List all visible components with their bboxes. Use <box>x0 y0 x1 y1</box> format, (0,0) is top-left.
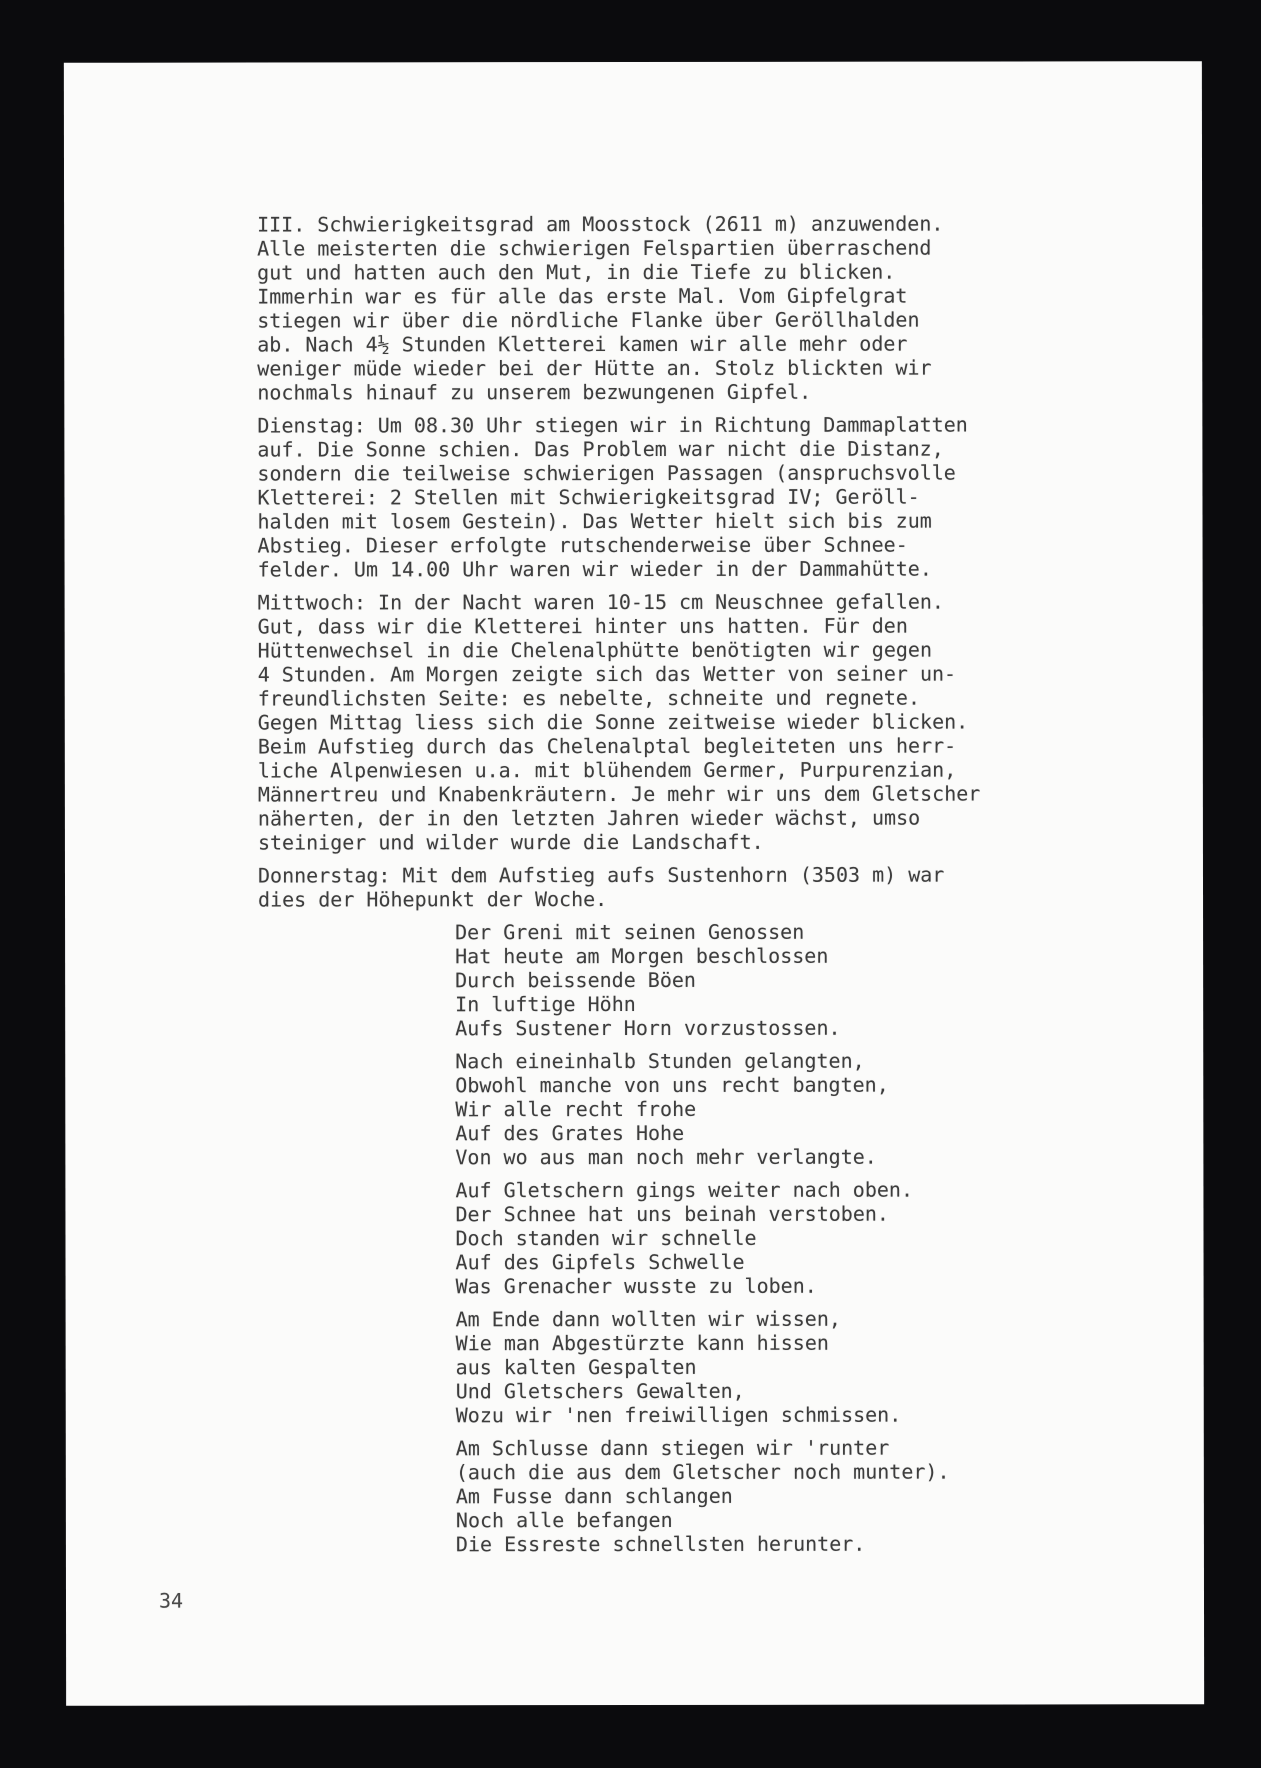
text-line: Der Greni mit seinen Genossen <box>455 919 805 945</box>
text-line: Doch standen wir schnelle <box>455 1225 757 1251</box>
text-line: Am Ende dann wollten wir wissen, <box>455 1306 841 1332</box>
text-line: Die Essreste schnellsten herunter. <box>455 1531 866 1557</box>
text-line: Wozu wir 'nen freiwilligen schmissen. <box>455 1402 902 1428</box>
text-line: Gut, dass wir die Kletterei hinter uns hatten. Für den <box>257 613 908 639</box>
text-line: Auf des Grates Hohe <box>455 1120 685 1146</box>
text-line: Hat heute am Morgen beschlossen <box>455 943 829 969</box>
text-line: felder. Um 14.00 Uhr waren wir wieder in der Dammahütte. <box>257 556 932 582</box>
text-paragraph <box>258 589 1138 854</box>
text-line: sondern die teilweise schwierigen Passagen (anspruchsvolle <box>257 460 956 486</box>
text-line: weniger müde wieder bei der Hütte an. Stolz blickten wir <box>257 355 932 381</box>
text-line: stiegen wir über die nördliche Flanke über Geröllhalden <box>257 307 920 333</box>
text-paragraph <box>257 412 1137 581</box>
text-line: Alle meisterten die schwierigen Felspartien überraschend <box>257 235 932 261</box>
text-line: Donnerstag: Mit dem Aufstieg aufs Sustenhorn (3503 m) war <box>257 862 945 888</box>
text-line: Am Schlusse dann stiegen wir 'runter <box>455 1435 890 1461</box>
text-line: Und Gletschers Gewalten, <box>455 1378 745 1404</box>
text-line: liche Alpenwiesen u.a. mit blühendem Germer, Purpurenzian, <box>257 757 957 783</box>
text-line: aus kalten Gespalten <box>455 1354 697 1380</box>
text-line: nochmals hinauf zu unserem bezwungenen Gipfel. <box>257 379 812 405</box>
text-line: (auch die aus dem Gletscher noch munter). <box>455 1459 950 1485</box>
page-number: 34 <box>158 1588 184 1613</box>
document-page <box>64 61 1204 1706</box>
text-line: Gegen Mittag liess sich die Sonne zeitweise wieder blicken. <box>257 709 969 735</box>
text-line: Obwohl manche von uns recht bangten, <box>455 1072 889 1098</box>
text-line: steiniger und wilder wurde die Landschaft. <box>257 829 764 855</box>
text-line: Dienstag: Um 08.30 Uhr stiegen wir in Richtung Dammaplatten <box>257 412 968 438</box>
text-line: Der Schnee hat uns beinah verstoben. <box>455 1201 889 1227</box>
text-line: Auf Gletschern gings weiter nach oben. <box>455 1177 914 1203</box>
text-line: Wie man Abgestürzte kann hissen <box>455 1330 829 1356</box>
text-line: Hüttenwechsel in die Chelenalphütte benötigten wir gegen <box>257 637 932 663</box>
text-line: In luftige Höhn <box>455 991 636 1017</box>
text-line: 4 Stunden. Am Morgen zeigte sich das Wetter von seiner un- <box>257 661 957 687</box>
text-line: halden mit losem Gestein). Das Wetter hielt sich bis zum <box>257 508 932 534</box>
text-line: III. Schwierigkeitsgrad am Moosstock (2611 m) anzuwenden. <box>257 211 944 237</box>
text-line: Beim Aufstieg durch das Chelenalptal begleiteten uns herr- <box>257 733 957 759</box>
text-line: dies der Höhepunkt der Woche. <box>258 887 608 912</box>
text-line: näherten, der in den letzten Jahren wieder wächst, umso <box>257 805 921 831</box>
text-paragraph <box>258 862 1138 911</box>
text-line: Am Fusse dann schlangen <box>455 1483 733 1509</box>
text-line: Durch beissende Böen <box>455 967 696 993</box>
text-line: ab. Nach 4½ Stunden Kletterei kamen wir alle mehr oder <box>257 331 908 357</box>
verse-stanza <box>258 919 1138 1040</box>
text-line: gut und hatten auch den Mut, in die Tiefe zu blicken. <box>257 259 896 285</box>
text-line: Immerhin war es für alle das erste Mal. Vom Gipfelgrat <box>257 283 908 309</box>
text-line: Auf des Gipfels Schwelle <box>455 1249 745 1275</box>
text-line: freundlichsten Seite: es nebelte, schneite und regnete. <box>257 685 921 711</box>
document-text <box>257 211 1139 1565</box>
verse-stanza <box>258 1048 1138 1169</box>
verse-stanza <box>259 1306 1139 1427</box>
text-line: Abstieg. Dieser erfolgte rutschenderweise über Schnee- <box>257 532 908 558</box>
text-line: Nach eineinhalb Stunden gelangten, <box>455 1048 865 1074</box>
text-line: Männertreu und Knabenkräutern. Je mehr wir uns dem Gletscher <box>257 781 981 807</box>
text-line: Noch alle befangen <box>455 1507 673 1533</box>
text-line: Wir alle recht frohe <box>455 1096 697 1122</box>
verse-stanza <box>258 1177 1138 1298</box>
text-line: Was Grenacher wusste zu loben. <box>455 1273 817 1299</box>
text-line: Aufs Sustener Horn vorzustossen. <box>455 1015 841 1041</box>
text-line: Von wo aus man noch mehr verlangte. <box>455 1144 877 1170</box>
text-paragraph <box>257 211 1137 404</box>
text-line: Kletterei: 2 Stellen mit Schwierigkeitsgrad IV; Geröll- <box>257 484 920 510</box>
verse-stanza <box>259 1435 1139 1556</box>
text-line: Mittwoch: In der Nacht waren 10-15 cm Neuschnee gefallen. <box>257 589 944 615</box>
text-line: auf. Die Sonne schien. Das Problem war nicht die Distanz, <box>257 436 944 462</box>
